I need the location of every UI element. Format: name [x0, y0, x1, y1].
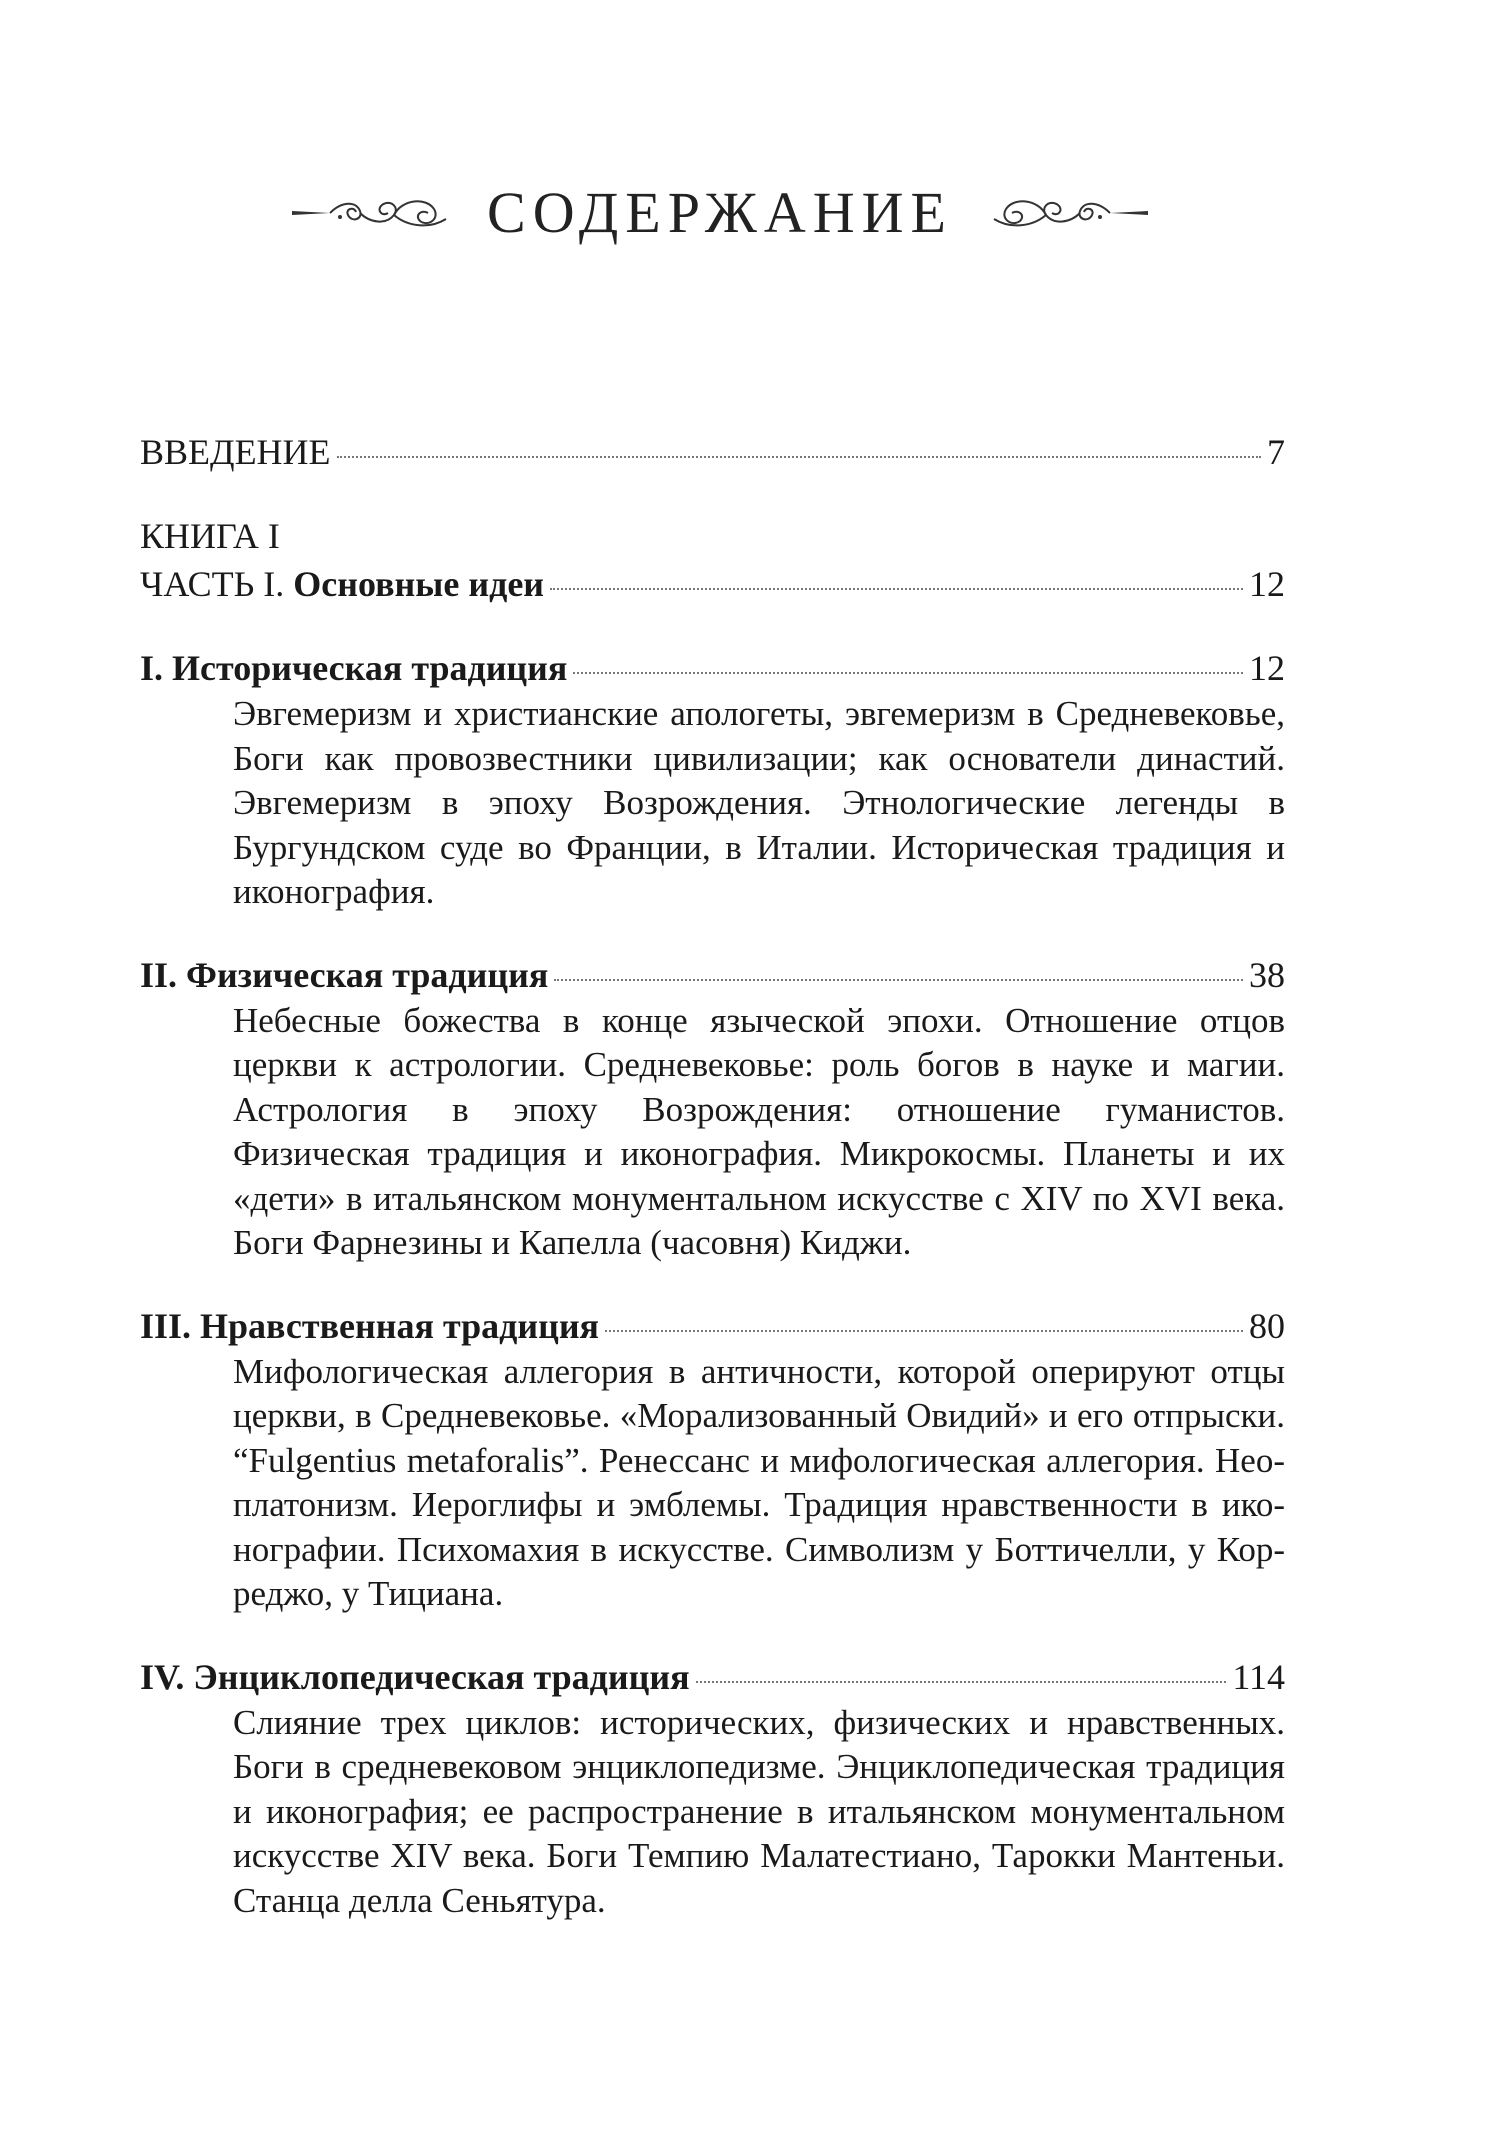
section-description: Эвгемеризм и христианские апологеты, эвгемеризм в Средневековье, Боги как провозвестники цивилизации; как основатели династий. Эвгемеризм в эпоху Возрождения. Этнологические легенды в Бургундском суде во Франции, в Италии. Историческая традиция и иконография. [233, 694, 1285, 911]
dot-leader [337, 456, 1261, 458]
toc-entry-part[interactable] [140, 560, 1285, 608]
section-description: Мифологическая аллегория в античности, которой оперируют отцы церкви, в Средневековье. «Морализованный Овидий» и его отпрыски. “Fulgentius metaforalis”. Ренессанс и мифологическая аллегория. Неоплатонизм. Иероглифы и эмблемы. Традиция нравственности в иконографии. Психомахия в искусстве. Символизм у Боттичелли, у Корреджо, у Тициана. [233, 1351, 1285, 1613]
toc-section [140, 644, 1285, 915]
table-of-contents [140, 428, 1285, 1923]
toc-section [140, 951, 1285, 1266]
toc-entry-label: ВВЕДЕНИЕ [140, 432, 331, 472]
part-prefix: ЧАСТЬ I. [140, 564, 294, 604]
toc-entry-intro[interactable] [140, 428, 1285, 476]
toc-section [140, 1302, 1285, 1617]
toc-page-number: 7 [1267, 432, 1285, 472]
section-title: IV. Энциклопедическая традиция [140, 1656, 690, 1697]
dot-leader [550, 588, 1243, 590]
right-ornament-icon [990, 193, 1150, 233]
left-ornament-icon [290, 193, 450, 233]
dot-leader [554, 979, 1243, 981]
toc-page-number: 12 [1249, 648, 1285, 688]
toc-entry-section-4[interactable] [140, 1653, 1285, 1701]
page-title: СОДЕРЖАНИЕ [487, 180, 953, 245]
part-title: Основные идеи [293, 564, 545, 604]
book-heading: КНИГА I [140, 516, 280, 556]
dot-leader [605, 1330, 1243, 1332]
toc-entry-label [140, 560, 544, 608]
dot-leader [573, 672, 1243, 674]
toc-page-number: 114 [1232, 1656, 1285, 1697]
section-description: Слияние трех циклов: исторических, физических и нравственных. Боги в средневековом энциклопедизме. Энциклопедическая традиция и иконография; ее распространение в итальянском монументальном искусстве XIV века. Боги Темпию Малатестиано, Тарокки Мантеньи. Станца делла Сеньятура. [233, 1702, 1285, 1920]
toc-page-number: 12 [1249, 564, 1285, 604]
section-title: I. Историческая традиция [140, 648, 568, 688]
section-description: Небесные божества в конце языческой эпохи. Отношение отцов церкви к астрологии. Средневековье: роль богов в науке и магии. Астрология в эпоху Возрождения: отношение гуманистов. Физическая традиция и иконография. Микрокосмы. Планеты и их «дети» в итальянском монументальном искусстве с XIV по XVI века. Боги Фарнезины и Капелла (часовня) Киджи. [233, 1000, 1285, 1262]
toc-entry-section-3[interactable] [140, 1302, 1285, 1350]
toc-entry-section-2[interactable] [140, 951, 1285, 999]
page-header [290, 178, 1150, 248]
toc-entry-section-1[interactable] [140, 644, 1285, 692]
toc-section [140, 1653, 1285, 1924]
section-title: III. Нравственная традиция [140, 1305, 600, 1346]
section-title: II. Физическая традиция [140, 954, 549, 995]
toc-page-number: 80 [1249, 1305, 1285, 1346]
dot-leader [696, 1681, 1227, 1683]
toc-page-number: 38 [1249, 954, 1285, 995]
